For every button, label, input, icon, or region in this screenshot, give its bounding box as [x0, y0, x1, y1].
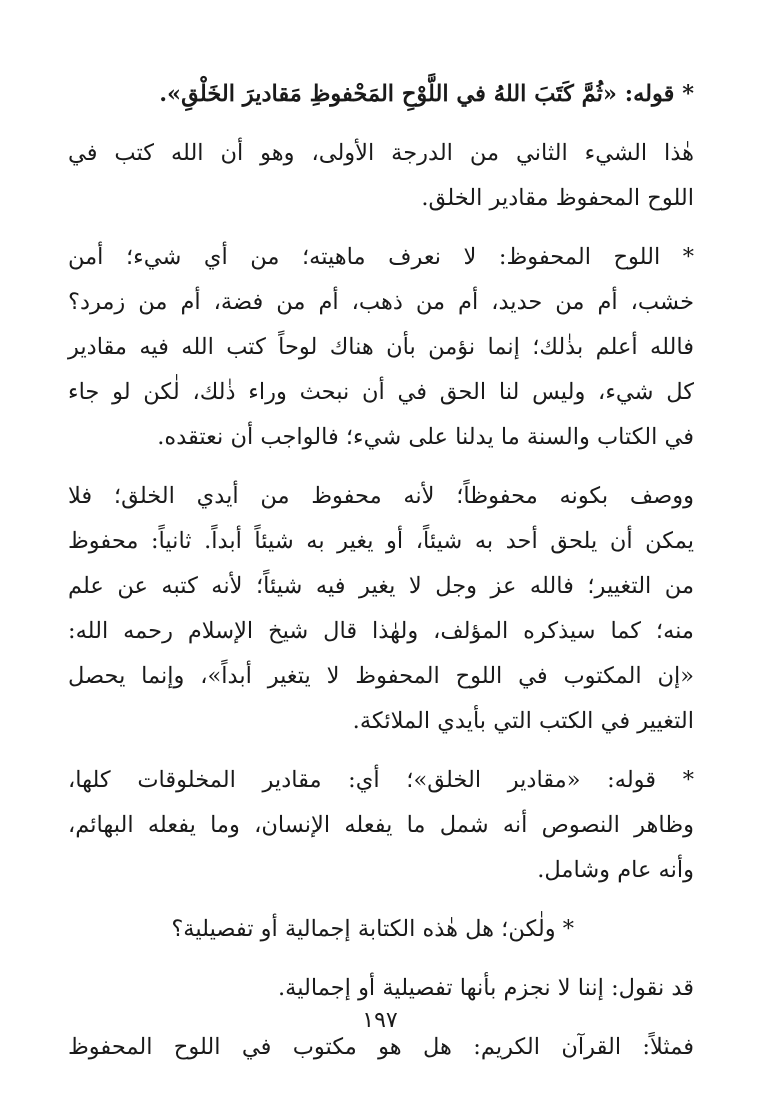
- text-line: ووصف بكونه محفوظاً؛ لأنه محفوظ من أيدي الخلق؛ فلا: [68, 483, 694, 509]
- text-line: وظاهر النصوص أنه شمل ما يفعله الإنسان، وما يفعله البهائم،: [68, 812, 694, 838]
- text-line: منه؛ كما سيذكره المؤلف، ولهٰذا قال شيخ الإسلام رحمه الله:: [68, 618, 694, 644]
- text-line: خشب، أم من حديد، أم من ذهب، أم من فضة، أم من زمرد؟: [68, 289, 694, 315]
- text-line: * ولٰكن؛ هل هٰذه الكتابة إجمالية أو تفصيلية؟: [171, 916, 574, 942]
- paragraph-3: [68, 235, 694, 460]
- text-line: فالله أعلم بذٰلك؛ إنما نؤمن بأن هناك لوحاً كتب الله فيه مقادير: [68, 334, 694, 360]
- text-line: كل شيء، وليس لنا الحق في أن نبحث وراء ذٰلك، لٰكن لو جاء: [68, 379, 694, 405]
- paragraph-5: [68, 758, 694, 893]
- paragraph-7: [68, 966, 694, 1011]
- text-line: من التغيير؛ فالله عز وجل لا يغير فيه شيئاً؛ لأنه كتبه عن علم: [68, 573, 694, 599]
- text-line: في الكتاب والسنة ما يدلنا على شيء؛ فالواجب أن نعتقده.: [157, 424, 694, 450]
- text-line: «إن المكتوب في اللوح المحفوظ لا يتغير أبداً»، وإنما يحصل: [68, 663, 694, 689]
- text-line: يمكن أن يلحق أحد به شيئاً، أو يغير به شيئاً أبداً. ثانياً: محفوظ: [68, 528, 694, 554]
- paragraph-1: [68, 72, 694, 117]
- text-line: * قوله: «مقادير الخلق»؛ أي: مقادير المخلوقات كلها،: [68, 767, 694, 793]
- text-line: اللوح المحفوظ مقادير الخلق.: [421, 185, 694, 211]
- page-body: [68, 72, 694, 1084]
- text-line: هٰذا الشيء الثاني من الدرجة الأولى، وهو أن الله كتب في: [68, 140, 694, 166]
- paragraph-6: [68, 907, 694, 952]
- text-line: وأنه عام وشامل.: [537, 857, 694, 883]
- text-line: * اللوح المحفوظ: لا نعرف ماهيته؛ من أي شيء؛ أمن: [68, 244, 694, 270]
- paragraph-4: [68, 474, 694, 744]
- text-line: * قوله: «ثُمَّ كَتَبَ اللهُ في اللَّوْحِ المَحْفوظِ مَقاديرَ الخَلْقِ».: [159, 81, 694, 107]
- text-line: التغيير في الكتب التي بأيدي الملائكة.: [352, 708, 694, 734]
- text-line: فمثلاً: القرآن الكريم: هل هو مكتوب في اللوح المحفوظ: [68, 1034, 694, 1060]
- paragraph-2: [68, 131, 694, 221]
- text-line: قد نقول: إننا لا نجزم بأنها تفصيلية أو إجمالية.: [278, 975, 694, 1001]
- page-number: ١٩٧: [362, 1008, 398, 1033]
